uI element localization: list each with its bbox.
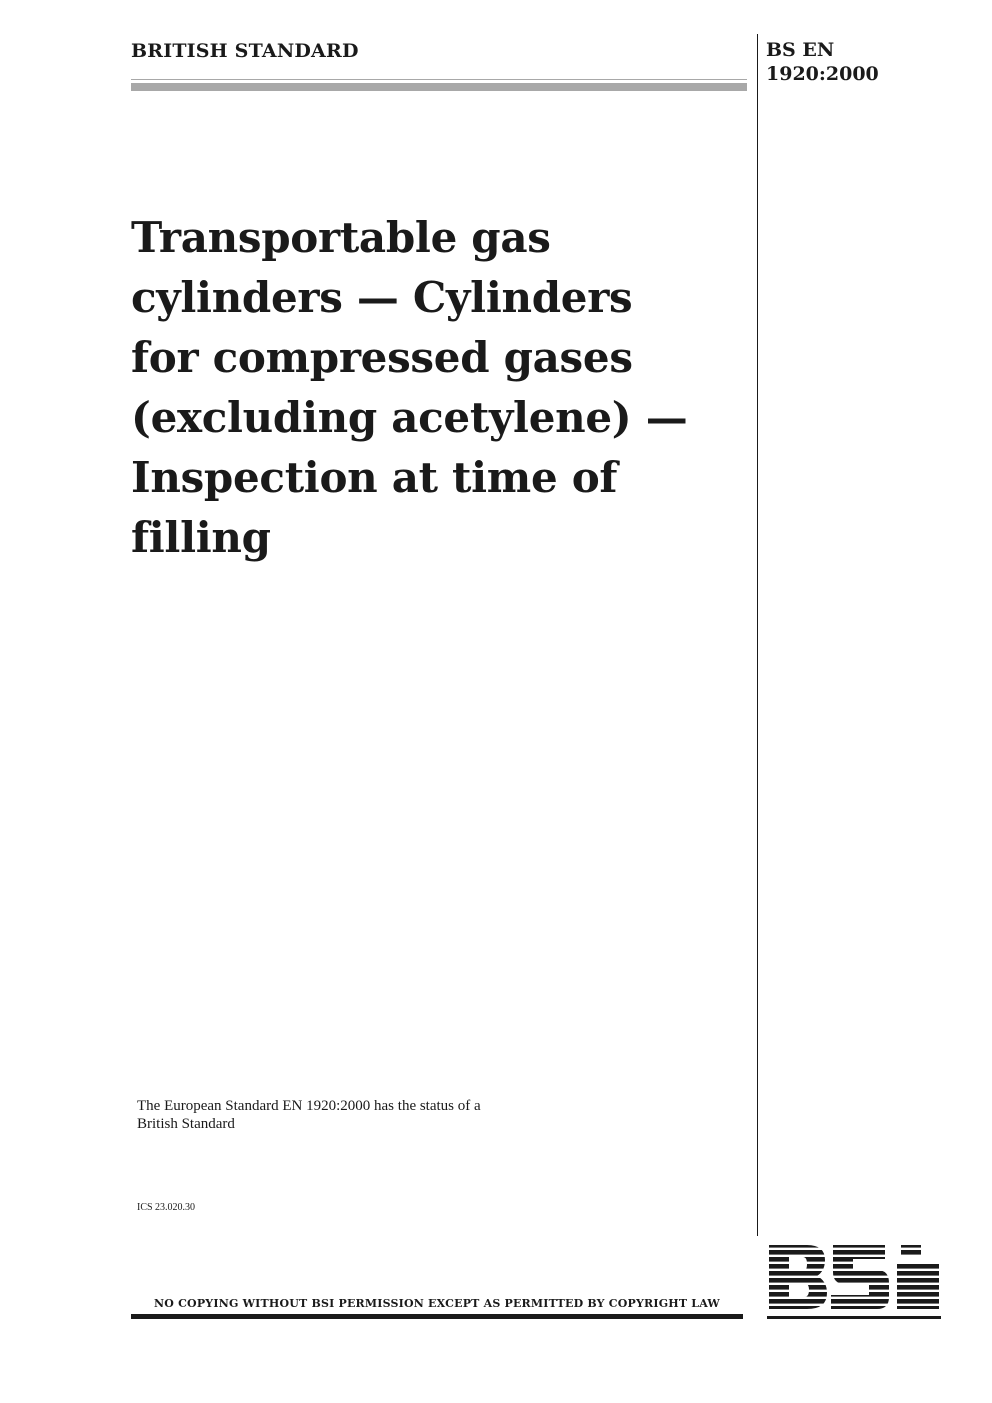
header-thin-rule xyxy=(131,79,747,80)
title-line: Inspection at time of xyxy=(131,453,618,502)
copyright-notice: NO COPYING WITHOUT BSI PERMISSION EXCEPT AS PERMITTED BY COPYRIGHT LAW xyxy=(154,1297,720,1310)
document-number xyxy=(766,38,966,86)
title-line: Transportable gas xyxy=(131,213,551,262)
footer-rule-right xyxy=(767,1316,941,1319)
document-title xyxy=(131,208,751,568)
footer-rule xyxy=(131,1314,743,1319)
document-category-label: BRITISH STANDARD xyxy=(131,40,359,62)
status-line-2: British Standard xyxy=(137,1116,235,1132)
title-line: (excluding acetylene) — xyxy=(131,393,688,442)
status-statement xyxy=(137,1097,557,1133)
title-line: for compressed gases xyxy=(131,333,633,382)
title-line: cylinders — Cylinders xyxy=(131,273,633,322)
document-number-line-2: 1920:2000 xyxy=(766,63,879,85)
document-number-line-1: BS EN xyxy=(766,39,835,61)
ics-code: ICS 23.020.30 xyxy=(137,1202,196,1213)
header-rule xyxy=(131,83,747,91)
status-line-1: The European Standard EN 1920:2000 has the status of a xyxy=(137,1098,481,1114)
sidebar-divider xyxy=(757,34,758,1236)
bsi-logo xyxy=(767,1243,941,1311)
title-line: filling xyxy=(131,513,271,562)
